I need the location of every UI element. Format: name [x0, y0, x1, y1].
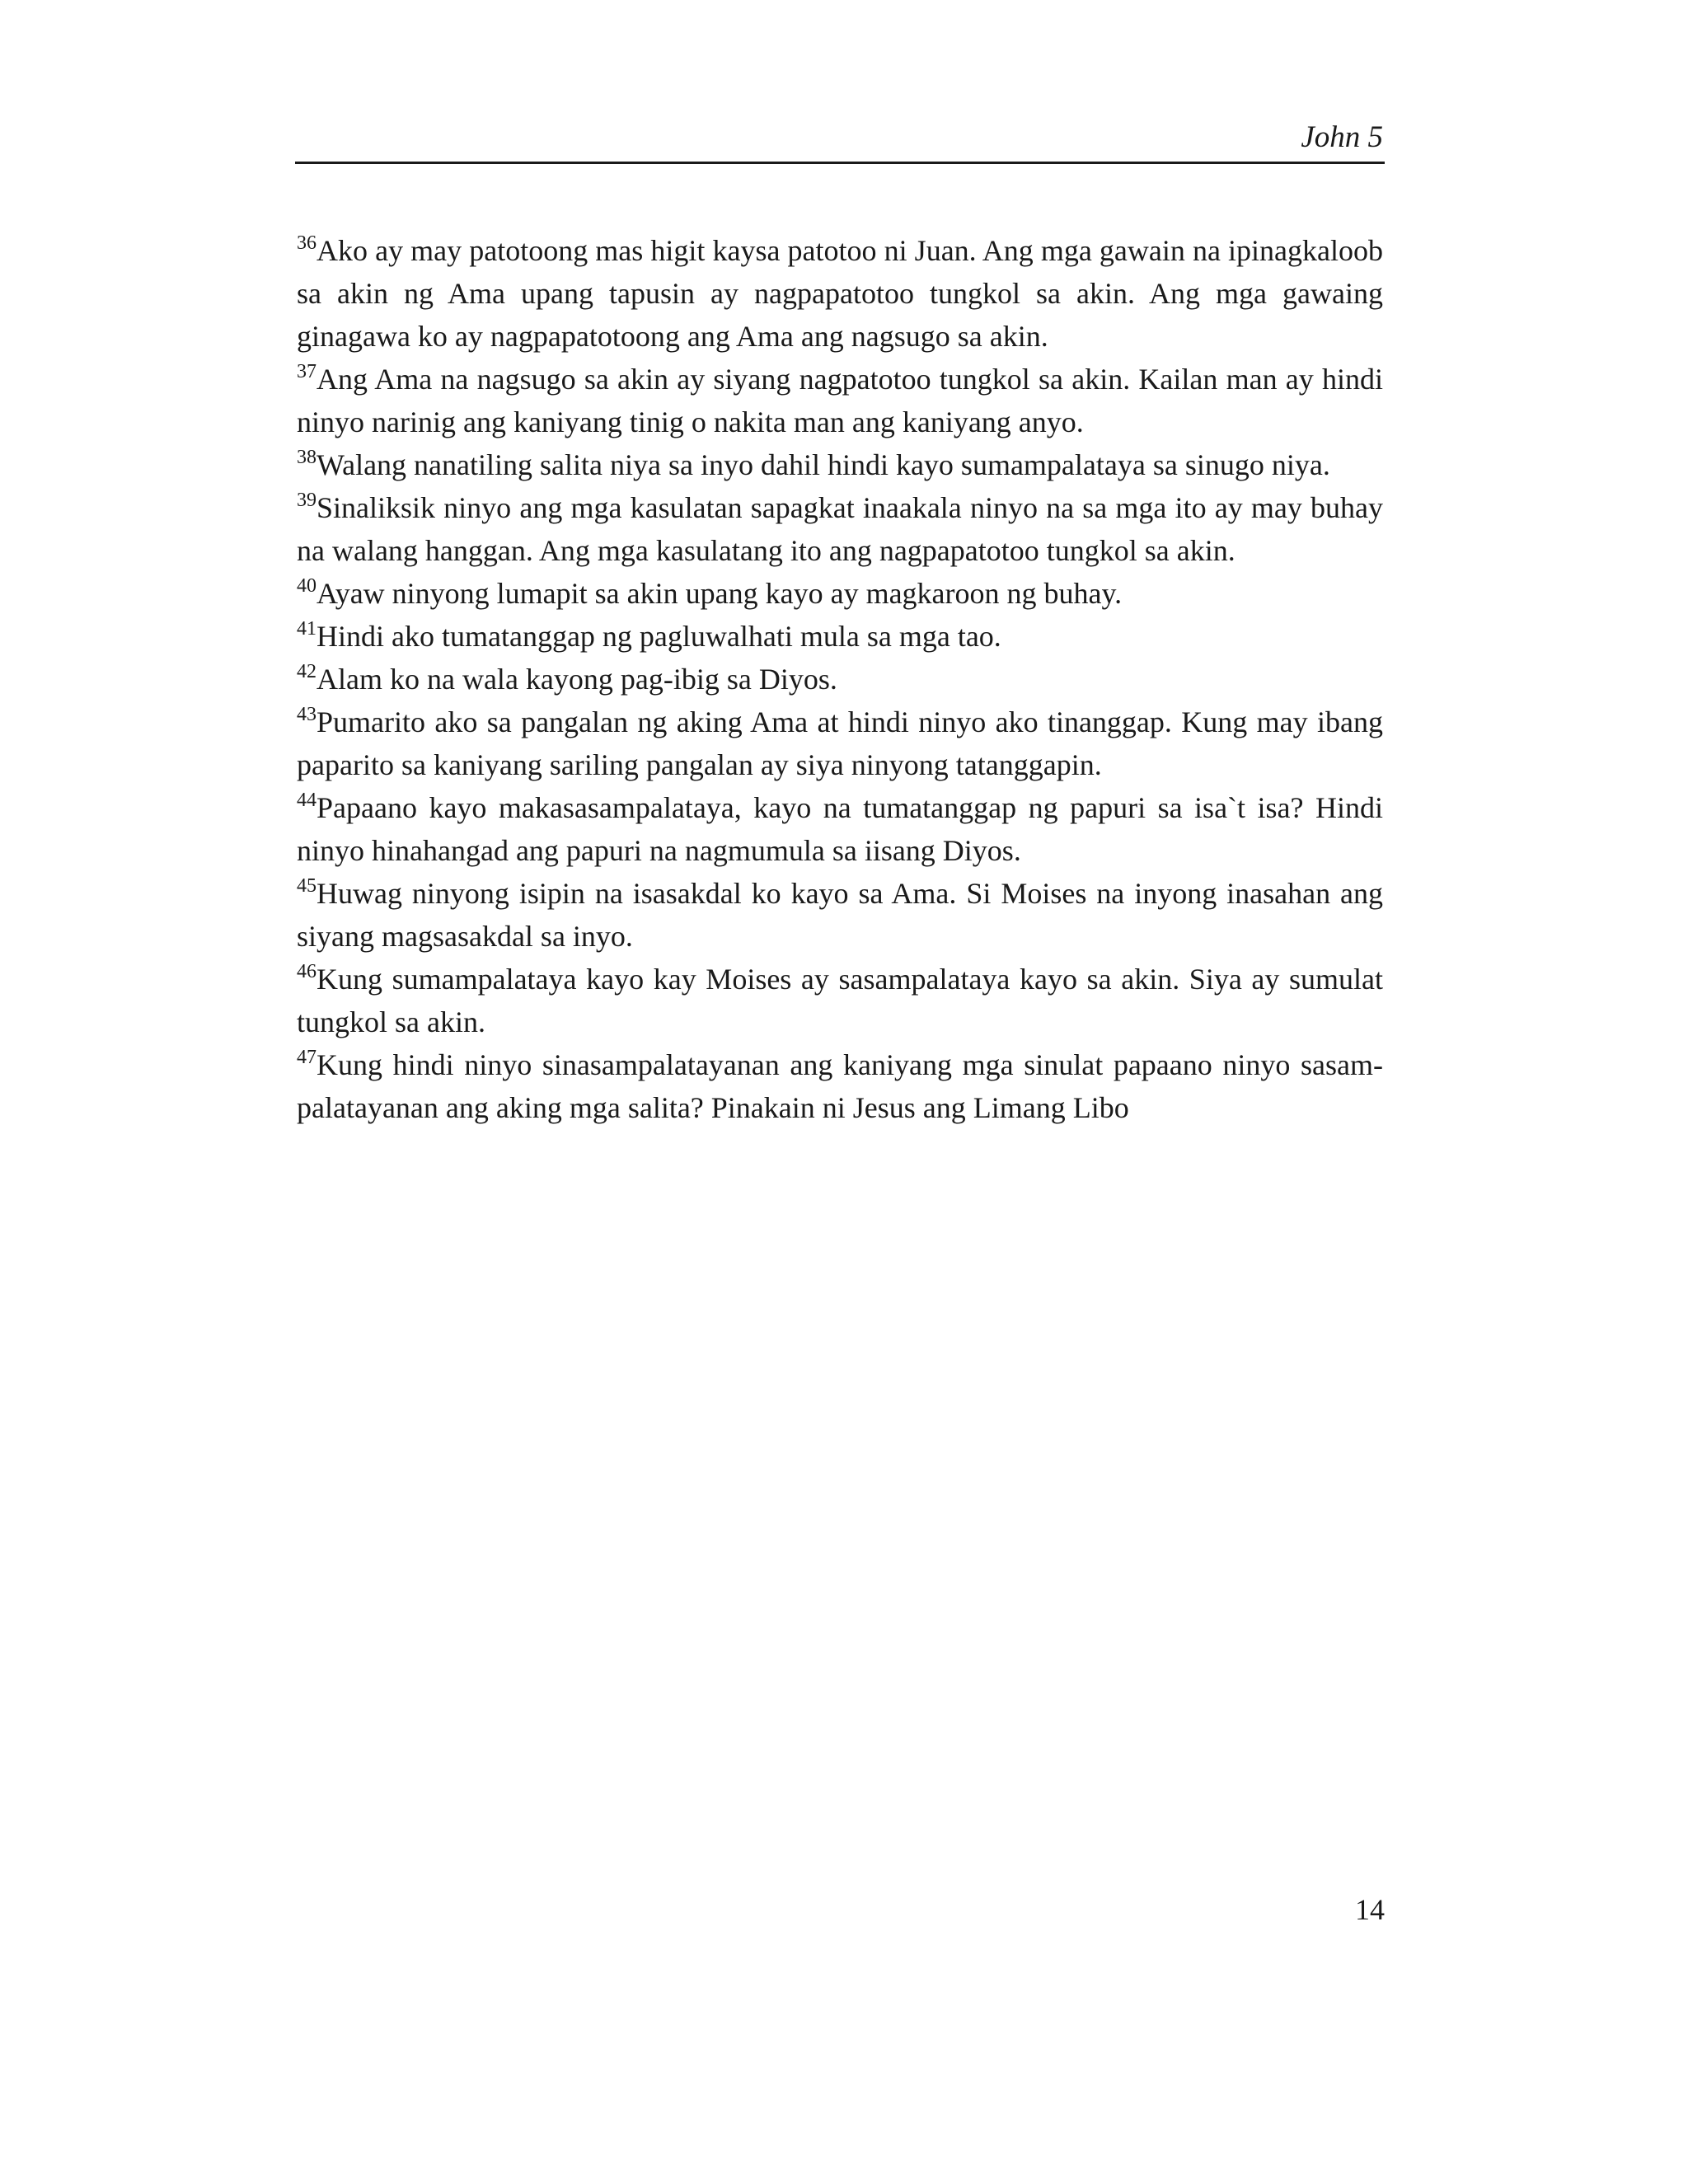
verse-42: [297, 658, 1383, 701]
running-header: [295, 115, 1385, 164]
verse-39: [297, 486, 1383, 572]
page-number: 14: [1355, 1893, 1385, 1926]
verse-number: 37: [297, 361, 316, 382]
verse-45: [297, 872, 1383, 958]
verse-number: 46: [297, 961, 316, 982]
verse-text: Hindi ako tumatanggap ng pagluwalhati mula sa mga tao.: [316, 620, 1001, 653]
verse-number: 44: [297, 790, 316, 811]
verse-number: 40: [297, 575, 316, 597]
verse-36: [297, 229, 1383, 358]
verse-43: [297, 701, 1383, 786]
verse-text: Pumarito ako sa pangalan ng aking Ama at hindi ninyo ako tinanggap. Kung may ibang paparito sa kaniyang sariling pangalan ay siya ninyong tatanggapin.: [297, 705, 1383, 781]
verse-40: [297, 572, 1383, 615]
verse-number: 39: [297, 490, 316, 511]
verse-46: [297, 958, 1383, 1043]
running-title: John 5: [1301, 120, 1383, 154]
verse-number: 41: [297, 618, 316, 640]
verse-text: Kung hindi ninyo sinasampalatayanan ang kaniyang mga sinulat papaano ninyo sasampalatayanan ang aking mga salita? Pinakain ni Jesus ang Limang Libo: [297, 1048, 1383, 1124]
verse-44: [297, 786, 1383, 872]
verse-text: Huwag ninyong isipin na isasakdal ko kayo sa Ama. Si Moises na inyong inasahan ang siyang magsasakdal sa inyo.: [297, 877, 1383, 953]
verse-number: 47: [297, 1047, 316, 1068]
verse-text: Sinaliksik ninyo ang mga kasulatan sapagkat inaakala ninyo na sa mga ito ay may buhay na walang hanggan. Ang mga kasulatang ito ang nagpapatotoo tungkol sa akin.: [297, 491, 1383, 567]
verse-text: Ang Ama na nagsugo sa akin ay siyang nagpatotoo tungkol sa akin. Kailan man ay hindi ninyo narinig ang kaniyang tinig o nakita man ang kaniyang anyo.: [297, 363, 1383, 438]
verse-text: Papaano kayo makasasampalataya, kayo na tumatanggap ng papuri sa isa`t isa? Hindi ninyo hinahangad ang papuri na nagmumula sa iisang Diyos.: [297, 791, 1383, 867]
verse-number: 42: [297, 661, 316, 682]
verse-number: 45: [297, 875, 316, 897]
verse-number: 38: [297, 447, 316, 468]
verse-text: Kung sumampalataya kayo kay Moises ay sasampalataya kayo sa akin. Siya ay sumulat tungkol sa akin.: [297, 963, 1383, 1038]
verse-41: [297, 615, 1383, 658]
verse-37: [297, 358, 1383, 443]
verse-47: [297, 1043, 1383, 1129]
verse-block: [297, 229, 1383, 1129]
verse-text: Ako ay may patotoong mas higit kaysa patotoo ni Juan. Ang mga gawain na ipinagkaloob sa akin ng Ama upang tapusin ay nagpapatotoo tungkol sa akin. Ang mga gawaing ginagawa ko ay nagpapatotoong ang Ama ang nagsugo sa akin.: [297, 234, 1383, 353]
verse-number: 36: [297, 232, 316, 254]
verse-text: Ayaw ninyong lumapit sa akin upang kayo ay magkaroon ng buhay.: [316, 577, 1123, 610]
verse-number: 43: [297, 704, 316, 725]
verse-text: Alam ko na wala kayong pag-ibig sa Diyos.: [316, 663, 837, 696]
verse-38: [297, 443, 1383, 486]
verse-text: Walang nanatiling salita niya sa inyo dahil hindi kayo sumampalataya sa sinugo niya.: [316, 448, 1330, 481]
